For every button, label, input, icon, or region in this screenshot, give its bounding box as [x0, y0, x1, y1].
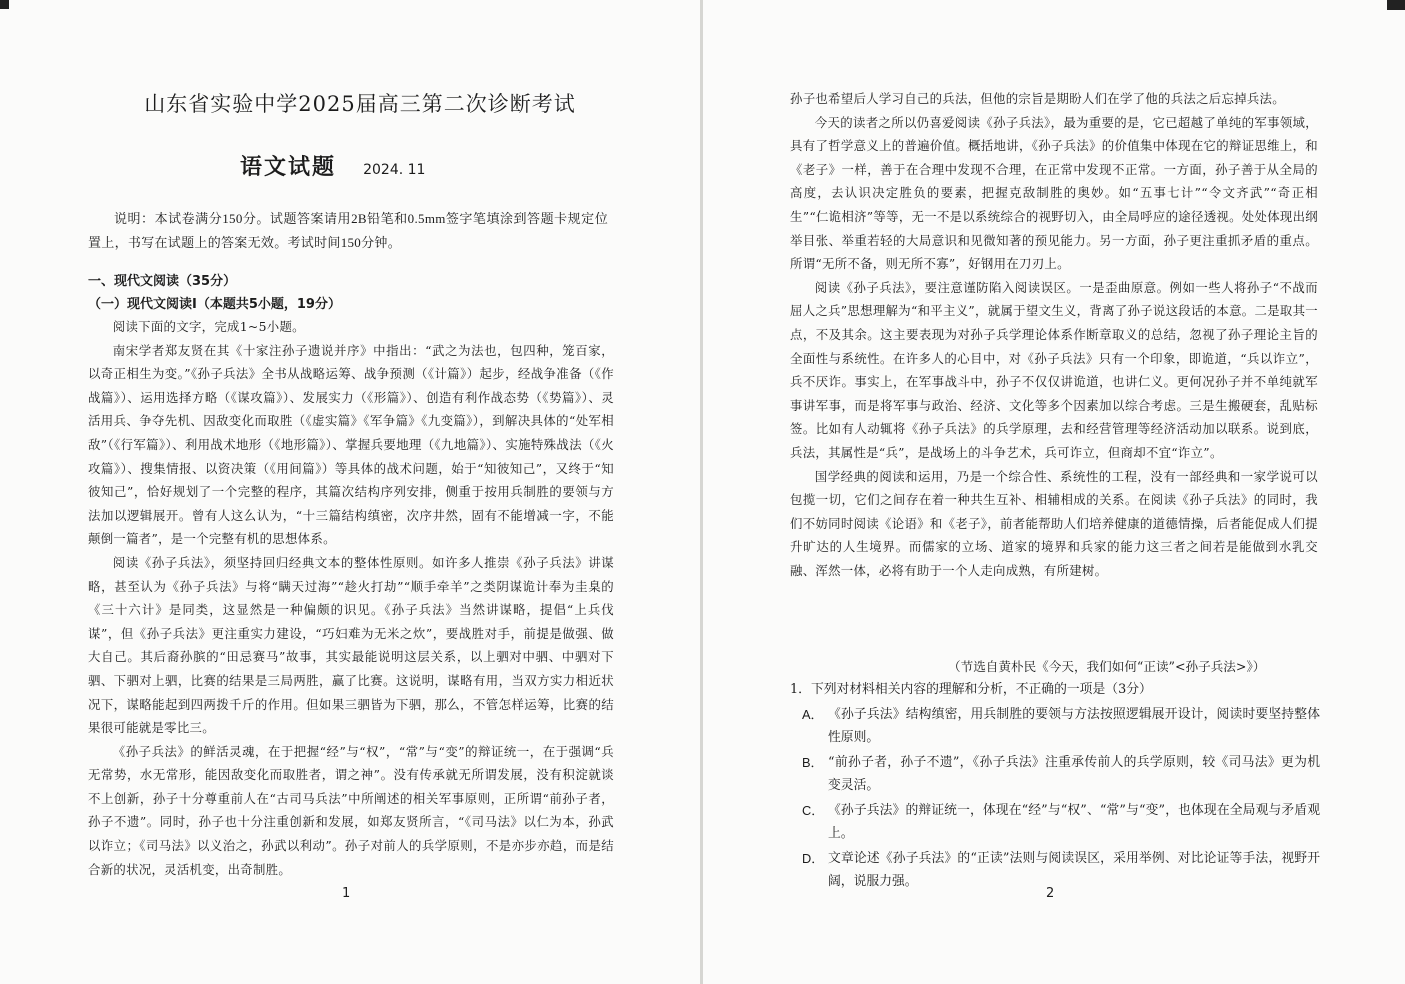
- reading-instruction: 阅读下面的文字，完成1~5小题。: [112, 319, 305, 334]
- passage-paragraph: 南宋学者郑友贤在其《十家注孙子遗说并序》中指出：“武之为法也，包四种，笼百家，以奇正相生为变。”《孙子兵法》全书从战略运筹、战争预测（《计篇》）起步，经战争准备（《作战篇》）、运用选择方略（《谋攻篇》）、发展实力（《形篇》）、创造有利作战态势（《势篇》）、灵活用兵、争夺先机、因敌变化而取胜（《虚实篇》《军争篇》《九变篇》），到解决具体的“处军相敌”（《行军篇》）、利用战术地形（《地形篇》）、掌握兵要地理（《九地篇》）、实施特殊战法（《火攻篇》）、搜集情报、以资决策（《用间篇》）等具体的战术问题，始于“知彼知己”，又终于“知彼知己”，恰好规划了一个完整的程序，其篇次结构序列安排，侧重于按用兵制胜的要领与方法加以逻辑展开。曾有人这么认为，“十三篇结构缜密，次序井然，固有不能增减一字，不能颠倒一篇者”，是一个完整有机的思想体系。: [88, 342, 614, 547]
- passage-paragraph: 国学经典的阅读和运用，乃是一个综合性、系统性的工程，没有一部经典和一家学说可以包揽一切，它们之间存在着一种共生互补、相辅相成的关系。在阅读《孙子兵法》的同时，我们不妨同时阅读《论语》和《老子》，前者能帮助人们培养健康的道德情操，后者能促成人们提升旷达的人生境界。而儒家的立场、道家的境界和兵家的能力这三者之间若是能做到水乳交融、浑然一体，必将有助于一个人走向成熟，有所建树。: [790, 468, 1318, 578]
- option-label: B．: [802, 754, 824, 770]
- passage-paragraph: 今天的读者之所以仍喜爱阅读《孙子兵法》，最为重要的是，它已超越了单纯的军事领域，具有了哲学意义上的普遍价值。概括地讲，《孙子兵法》的价值集中体现在它的辩证思维上，和《老子》一样，善于在合理中发现不合理，在正常中发现不正常。一方面，孙子善于从全局的高度，去认识决定胜负的要素，把握克敌制胜的奥妙。如“五事七计”“令文齐武”“奇正相生”“仁诡相济”等等，无一不是以系统综合的视野切入，由全局呼应的途径透视。处处体现出纲举目张、举重若轻的大局意识和见微知著的预见能力。另一方面，孙子更注重抓矛盾的重点。所谓“无所不备，则无所不寡”，好钢用在刀刃上。: [790, 114, 1318, 272]
- question-stem: 1．下列对材料相关内容的理解和分析，不正确的一项是（3分）: [790, 682, 1152, 697]
- passage-paragraph: 阅读《孙子兵法》，须坚持回归经典文本的整体性原则。如许多人推崇《孙子兵法》讲谋略，甚至认为《孙子兵法》与将“瞒天过海”“趁火打劫”“顺手牵羊”之类阴谋诡计奉为圭臬的《三十六计》是同类，这显然是一种偏颇的识见。《孙子兵法》当然讲谋略，提倡“上兵伐谋”，但《孙子兵法》更注重实力建设，“巧妇难为无米之炊”，要战胜对手，前提是做强、做大自己。其后裔孙膑的“田忌赛马”故事，其实最能说明这层关系，以上驷对中驷、中驷对下驷、下驷对上驷，比赛的结果是三局两胜，赢了比赛。这说明，谋略有用，当双方实力相近状况下，谋略能起到四两拨千斤的作用。但如果三驷皆为下驷，那么，不管怎样运筹，比赛的结果很可能就是零比三。: [88, 554, 614, 736]
- option-d: [790, 847, 1320, 894]
- page-number: 2: [1046, 886, 1055, 901]
- option-text: 《孙子兵法》的辩证统一，体现在“经”与“权”、“常”与“变”，也体现在全局观与矛盾观上。: [828, 802, 1320, 841]
- option-text: 《孙子兵法》结构缜密，用兵制胜的要领与方法按照逻辑展开设计，阅读时要坚持整体性原则。: [828, 706, 1320, 745]
- reading-passage-part1: [88, 315, 614, 881]
- option-label: A．: [802, 706, 824, 722]
- option-c: [790, 799, 1320, 846]
- passage-paragraph: 《孙子兵法》的鲜活灵魂，在于把握“经”与“权”，“常”与“变”的辩证统一，在于强调“兵无常势，水无常形，能因敌变化而取胜者，谓之神”。没有传承就无所谓发展，没有积淀就谈不上创新，孙子十分尊重前人在“古司马兵法”中所阐述的相关军事原则，正所谓“前孙子者，孙子不遗”。同时，孙子也十分注重创新和发展，如郑友贤所言，“《司马法》以仁为本，孙武以诈立；《司马法》以义治之，孙武以利动”。孙子对前人的兵学原则，不是亦步亦趋，而是结合新的状况，灵活机变，出奇制胜。: [88, 743, 614, 877]
- instructions-text: 说明：本试卷满分150分。试题答案请用2B铅笔和0.5mm签字笔填涂到答题卡规定位置上，书写在试题上的答案无效。考试时间150分钟。: [88, 211, 608, 250]
- right-page: [703, 0, 1405, 984]
- passage-paragraph: 阅读《孙子兵法》，要注意谨防陷入阅读误区。一是歪曲原意。例如一些人将孙子“不战而屈人之兵”思想理解为“和平主义”，就属于望文生义，背离了孙子说这段话的本意。二是取其一点，不及其余。这主要表现为对孙子兵学理论体系作断章取义的总结，忽视了孙子理论主旨的全面性与系统性。在许多人的心目中，对《孙子兵法》只有一个印象，即诡道，“兵以诈立”，兵不厌诈。事实上，在军事战斗中，孙子不仅仅讲诡道，也讲仁义。更何况孙子并不单纯就军事讲军事，而是将军事与政治、经济、文化等多个因素加以综合考虑。三是生搬硬套，乱贴标签。比如有人动辄将《孙子兵法》的兵学原理，去和经营管理等经济活动加以联系。说到底，兵法，其属性是“兵”，是战场上的斗争艺术，兵可诈立，但商却不宜“诈立”。: [790, 279, 1318, 460]
- left-page: [0, 0, 702, 984]
- option-label: D．: [802, 850, 825, 866]
- passage-paragraph: 孙子也希望后人学习自己的兵法，但他的宗旨是期盼人们在学了他的兵法之后忘掉兵法。: [790, 91, 1285, 106]
- exam-title: 山东省实验中学2025届高三第二次诊断考试: [144, 92, 576, 116]
- exam-subtitle: [240, 150, 480, 181]
- section-heading: 一、现代文阅读（35分）: [88, 274, 237, 289]
- subsection-heading: （一）现代文阅读Ⅰ（本题共5小题，19分）: [88, 297, 341, 312]
- reading-passage-part2: [790, 87, 1318, 582]
- exam-instructions: [88, 207, 608, 255]
- option-text: “前孙子者，孙子不遗”，《孙子兵法》注重承传前人的兵学原则，较《司马法》更为机变灵活。: [828, 754, 1320, 793]
- passage-source: （节选自黄朴民《今天，我们如何“正读”<孙子兵法>》）: [948, 659, 1266, 674]
- option-a: [790, 703, 1320, 750]
- subject-title: 语文试题: [240, 155, 337, 180]
- option-text: 文章论述《孙子兵法》的“正读”法则与阅读误区，采用举例、对比论证等手法，视野开阔，说服力强。: [828, 850, 1320, 889]
- exam-date: 2024. 11: [363, 162, 426, 178]
- page-number: 1: [342, 886, 351, 901]
- question-1: [790, 678, 1320, 894]
- option-b: [790, 751, 1320, 798]
- option-label: C．: [802, 802, 825, 818]
